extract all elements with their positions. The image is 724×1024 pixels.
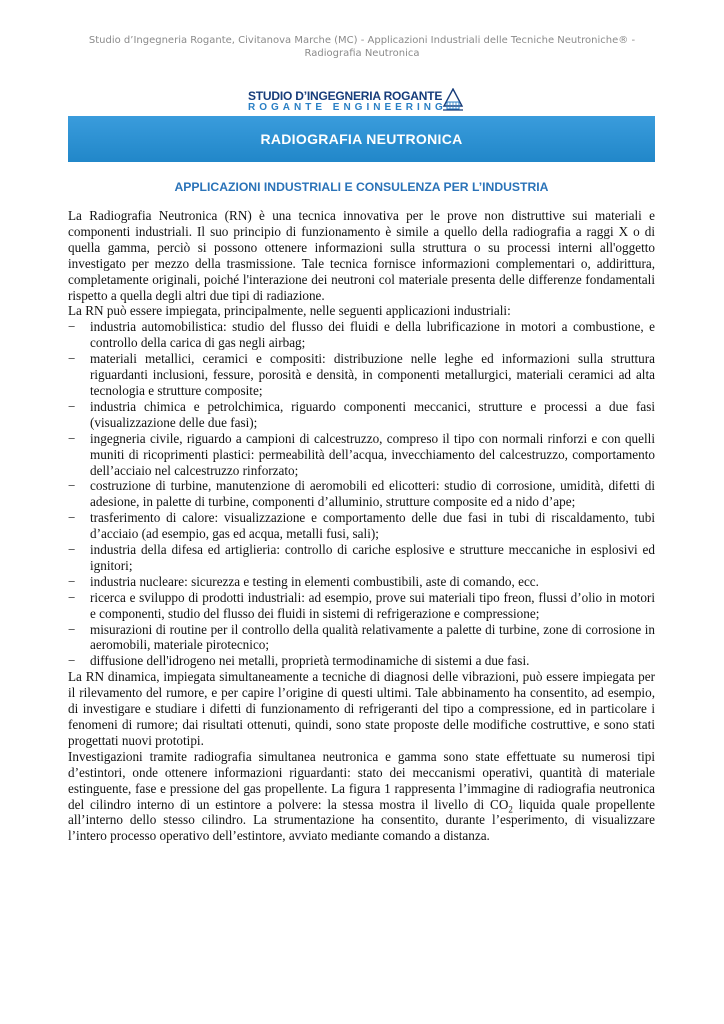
logo-subtitle: ROGANTE ENGINEERING [248, 102, 447, 113]
final-text-2: liquida quale propellente all’interno dello stesso cilindro. La strumentazione ha consentito, durante l’esperimento, di visualizzare l’intero processo operativo dell’estintore, avviato mediante comando a distanza. [68, 796, 655, 844]
dash-bullet: − [68, 351, 76, 367]
list-item-text: materiali metallici, ceramici e compositi: distribuzione nelle leghe ed informazioni sulla struttura riguardanti inclusioni, fessure, porosità e densità, in componenti metallurgici, materiali ceramici ad alta tecnologia e strutture composite; [90, 351, 655, 398]
list-item [68, 510, 655, 542]
list-item [68, 399, 655, 431]
list-intro: La RN può essere impiegata, principalmente, nelle seguenti applicazioni industriali: [68, 303, 511, 319]
banner-title: RADIOGRAFIA NEUTRONICA [260, 131, 463, 147]
final-paragraph [68, 749, 655, 844]
list-item [68, 590, 655, 622]
list-item [68, 574, 655, 590]
body-text [68, 208, 655, 844]
dash-bullet: − [68, 319, 76, 335]
banner [68, 86, 655, 162]
dynamic-paragraph: La RN dinamica, impiegata simultaneamente a tecniche di diagnosi delle vibrazioni, può essere impiegata per il rilevamento del rumore, e per capire l’origine di questi ultimi. Tale abbinamento ha consentito, ad esempio, di investigare e studiare i difetti di funzionamento di refrigeranti del tipo a compressione, ed in particolare i fenomeni di rumore; dai risultati ottenuti, quindi, sono state proposte delle modifiche costruttive, e sono stati progettati nuovi prototipi. [68, 669, 655, 748]
list-item [68, 319, 655, 351]
dash-bullet: − [68, 573, 76, 589]
list-item-text: industria della difesa ed artiglieria: controllo di cariche esplosive e strutture meccaniche in esplosivi ed ignitori; [90, 542, 655, 573]
dash-bullet: − [68, 653, 76, 669]
list-item-text: ingegneria civile, riguardo a campioni di calcestruzzo, compreso il tipo con normali rinforzi e con quelli muniti di ricoprimenti plastici: permeabilità dell’acqua, invecchiamento del calcestruzzo, comportamento dell’acciaio nel calcestruzzo rinforzato; [90, 430, 655, 478]
logo-icon [442, 88, 464, 112]
list-item [68, 431, 655, 479]
dash-bullet: − [68, 398, 76, 414]
list-item-text: costruzione di turbine, manutenzione di aeromobili ed elicotteri: studio di corrosione, umidità, difetti di adesione, in palette di turbine, componenti d’alluminio, strutture composite ed a nido d’ape; [90, 478, 655, 510]
applications-list [68, 319, 655, 669]
co2-subscript: 2 [508, 804, 513, 815]
dash-bullet: − [68, 621, 76, 637]
dash-bullet: − [68, 589, 76, 605]
intro-paragraph: La Radiografia Neutronica (RN) è una tecnica innovativa per le prove non distruttive sui materiali e componenti industriali. Il suo principio di funzionamento è simile a quello della radiografia a raggi X o di quella gamma, perciò si possono ottenere informazioni sulla struttura o su processi interni all'oggetto investigato per mezzo della trasmissione. Tale tecnica fornisce informazioni complementari o, addirittura, completamente originali, poiché l'interazione dei neutroni col materiale presenta delle differenze fondamentali rispetto a quella degli altri due tipi di radiazione. [68, 208, 655, 303]
logo-area [68, 86, 655, 116]
dash-bullet: − [68, 430, 76, 446]
list-item [68, 478, 655, 510]
list-item [68, 622, 655, 654]
dash-bullet: − [68, 510, 76, 526]
banner-bar [68, 116, 655, 162]
running-header: Studio d’Ingegneria Rogante, Civitanova Marche (MC) - Applicazioni Industriali delle Tecniche Neutroniche® - Radiografia Neutronica [88, 35, 636, 59]
list-item [68, 653, 655, 669]
dash-bullet: − [68, 542, 76, 558]
logo-title: STUDIO D’INGEGNERIA ROGANTE [248, 89, 443, 103]
list-item-text: ricerca e sviluppo di prodotti industriali: ad esempio, prove sui materiali tipo freon, flussi d’olio in motori e componenti, studio del flusso dei fluidi in sistemi di refrigerazione e compressione; [90, 589, 655, 621]
list-item-text: industria chimica e petrolchimica, riguardo componenti meccanici, strutture e processi a due fasi (visualizzazione delle due fasi); [90, 398, 655, 430]
list-item-text: industria nucleare: sicurezza e testing in elementi combustibili, aste di comando, ecc. [90, 573, 539, 589]
list-item-text: diffusione dell'idrogeno nei metalli, proprietà termodinamiche di sistemi a due fasi. [90, 653, 530, 669]
list-item-text: misurazioni di routine per il controllo della qualità relativamente a palette di turbine, zone di corrosione in aeromobili, materiale pirotecnico; [90, 621, 655, 653]
list-item [68, 542, 655, 574]
list-item-text: industria automobilistica: studio del flusso dei fluidi e della lubrificazione in motori a combustione, e controllo della carica di gas negli airbag; [90, 319, 655, 351]
list-item [68, 351, 655, 399]
list-item-text: trasferimento di calore: visualizzazione e comportamento delle due fasi in tubi di riscaldamento, tubi d’acciaio (ad esempio, gas ed acqua, metalli fusi, sali); [90, 510, 655, 542]
final-text-1: Investigazioni tramite radiografia simultanea neutronica e gamma sono state effettuate su numerosi tipi d’estintori, onde ottenere informazioni riguardanti: stato dei meccanismi operativi, quantità di materiale estinguente, fase e pressione del gas propellente. La figura 1 rappresenta l’immagine di radiografia neutronica del cilindro interno di un estintore a polvere: la stessa mostra il livello di CO [68, 748, 655, 812]
dash-bullet: − [68, 478, 76, 494]
section-heading: APPLICAZIONI INDUSTRIALI E CONSULENZA PER L’INDUSTRIA [174, 180, 549, 194]
